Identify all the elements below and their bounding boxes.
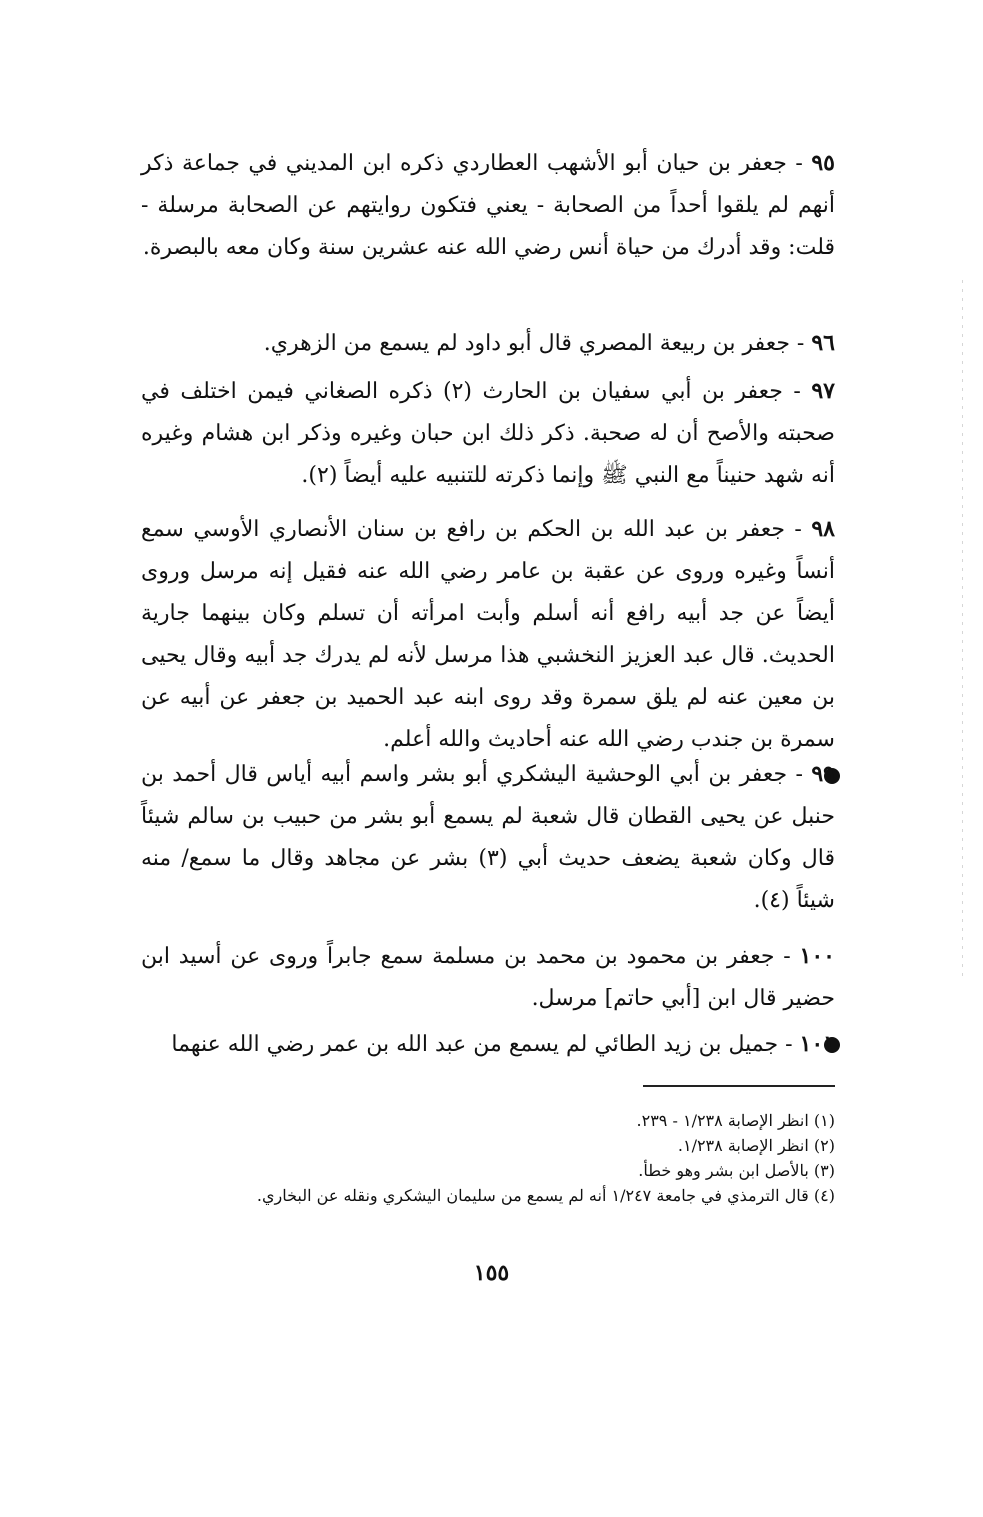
entry-97 <box>141 370 835 497</box>
entry-number: ٩٩ <box>811 761 835 787</box>
entry-number: ٩٨ <box>811 516 835 542</box>
entry-text: - جميل بن زيد الطائي لم يسمع من عبد الله بن عمر رضي الله عنهما <box>171 1032 793 1057</box>
entry-95 <box>141 142 835 269</box>
entry-number: ٩٦ <box>811 330 835 356</box>
entry-text: - جعفر بن أبي سفيان بن الحارث (٢) ذكره الصغاني فيمن اختلف في صحبته والأصح أن له صحبة. ذكر ذلك ابن حبان وغيره وذكر ابن هشام وغيره أنه شهد حنيناً مع النبي ﷺ وإنما ذكرته للتنبيه عليه أيضاً (٢). <box>141 379 835 488</box>
footnotes <box>141 1108 835 1208</box>
entry-100 <box>141 935 835 1020</box>
entry-number: ٩٧ <box>811 378 835 404</box>
entry-101 <box>141 1023 835 1066</box>
footnote-3: (٣) بالأصل ابن بشر وهو خطأ. <box>638 1161 835 1180</box>
page-number: ١٥٥ <box>473 1260 510 1286</box>
entry-98 <box>141 508 835 761</box>
footnote-4: (٤) قال الترمذي في جامعة ١/٢٤٧ أنه لم يسمع من سليمان اليشكري ونقله عن البخاري. <box>256 1186 835 1205</box>
entry-text: - جعفر بن عبد الله بن الحكم بن رافع بن سنان الأنصاري الأوسي سمع أنساً وغيره وروى عن عقبة بن عامر رضي الله عنه فقيل إنه مرسل وروى أيضاً عن جد أبيه رافع أنه أسلم وأبت امرأته أن تسلم وكان بينهما جارية الحديث. قال عبد العزيز النخشبي هذا مرسل لأنه لم يدرك جد أبيه وقال يحيى بن معين عنه لم يلق سمرة وقد روى ابنه عبد الحميد بن جعفر عن أبيه عن سمرة بن جندب رضي الله عنه أحاديث والله أعلم. <box>141 517 835 752</box>
entry-text: - جعفر بن ربيعة المصري قال أبو داود لم يسمع من الزهري. <box>263 331 805 356</box>
entry-96 <box>141 322 835 365</box>
footnote-separator <box>643 1085 835 1087</box>
footnote-1: (١) انظر الإصابة ١/٢٣٨ - ٢٣٩. <box>636 1111 835 1130</box>
entry-text: - جعفر بن حيان أبو الأشهب العطاردي ذكره ابن المديني في جماعة ذكر أنهم لم يلقوا أحداً من الصحابة - يعني فتكون روايتهم عن الصحابة مرسلة - قلت: وقد أدرك من حياة أنس رضي الله عنه عشرين سنة وكان معه بالبصرة. <box>141 151 835 260</box>
entry-number: ١٠٠ <box>799 943 835 969</box>
entry-text: - جعفر بن أبي الوحشية اليشكري أبو بشر واسم أبيه أياس قال أحمد بن حنبل عن يحيى القطان قال شعبة لم يسمع أبو بشر من حبيب بن سالم شيئاً قال وكان شعبة يضعف حديث أبي (٣) بشر عن مجاهد وقال ما سمع/ منه شيئاً (٤). <box>141 762 835 913</box>
scan-edge-mark <box>962 280 963 980</box>
entry-number: ٩٥ <box>811 150 835 176</box>
entry-text: - جعفر بن محمود بن محمد بن مسلمة سمع جابراً وروى عن أسيد ابن حضير قال ابن [أبي حاتم] مرسل. <box>141 944 835 1011</box>
entry-99 <box>141 753 835 922</box>
footnote-2: (٢) انظر الإصابة ١/٢٣٨. <box>677 1136 835 1155</box>
entry-number: ١٠١ <box>799 1031 835 1057</box>
